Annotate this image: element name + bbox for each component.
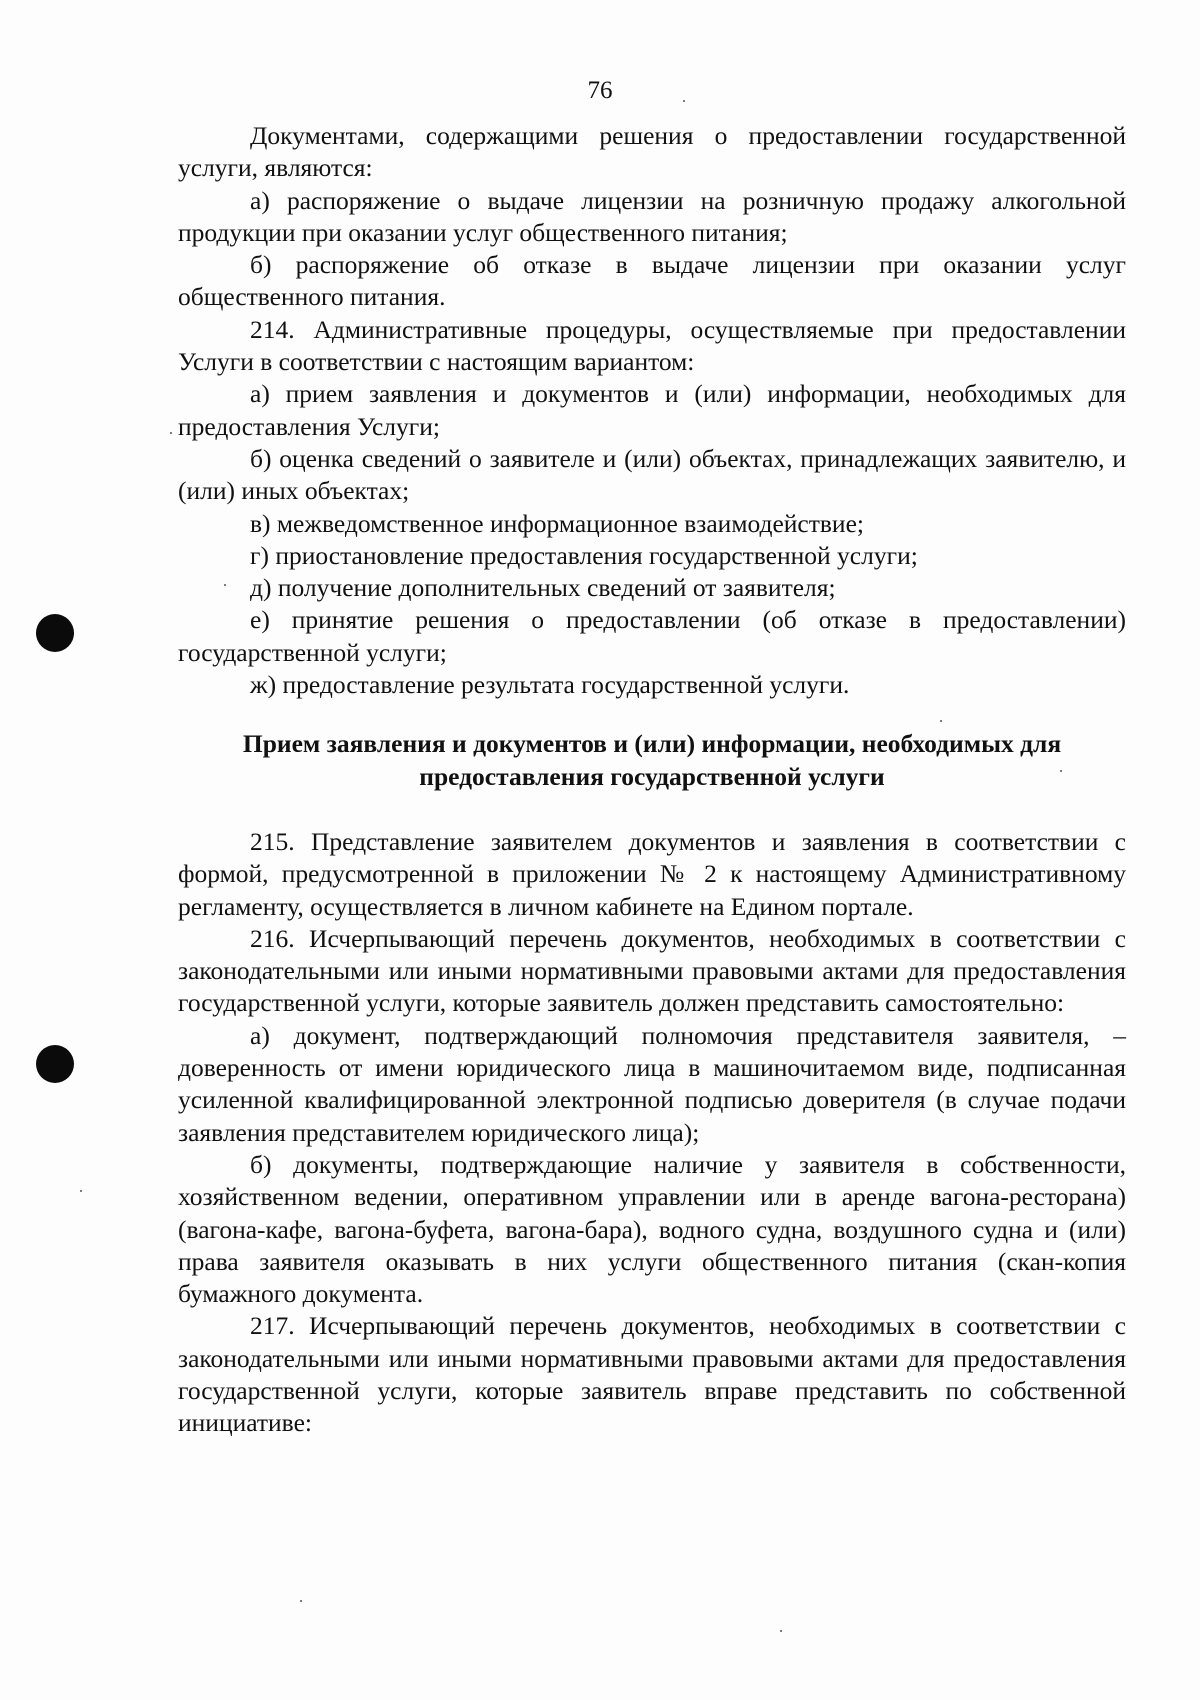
list-item: а) прием заявления и документов и (или) информации, необходимых для предоставления Услуги; [178, 379, 1126, 441]
list-item: в) межведомственное информационное взаимодействие; [250, 508, 864, 538]
scan-speck [780, 1630, 782, 1632]
paragraph: 217. Исчерпывающий перечень документов, необходимых в соответствии с законодательными или иными нормативными правовыми актами для предоставления государственной услуги, которые заявитель вправе представить по собственной инициативе: [178, 1311, 1126, 1438]
paragraph: 216. Исчерпывающий перечень документов, необходимых в соответствии с законодательными или иными нормативными правовыми актами для предоставления государственной услуги, которые заявитель должен представить самостоятельно: [178, 923, 1126, 1018]
list-item: е) принятие решения о предоставлении (об отказе в предоставлении) государственной услуги; [178, 605, 1126, 667]
punch-hole-lower [36, 1045, 74, 1083]
section-heading-line: Прием заявления и документов и (или) информации, необходимых для [242, 729, 1062, 759]
scan-speck [170, 432, 172, 434]
list-item: а) документ, подтверждающий полномочия представителя заявителя, – доверенность от имени юридического лица в машиночитаемом виде, подписанная усиленной квалифицированной электронной подписью доверителя (в случае подачи заявления представителем юридического лица); [178, 1020, 1126, 1147]
list-item: ж) предоставление результата государственной услуги. [250, 670, 850, 700]
document-body [178, 120, 1126, 1440]
list-item: а) распоряжение о выдаче лицензии на розничную продажу алкогольной продукции при оказании услуг общественного питания; [178, 185, 1126, 247]
scan-speck [300, 1600, 302, 1602]
punch-hole-upper [36, 614, 74, 652]
list-item: б) оценка сведений о заявителе и (или) объектах, принадлежащих заявителю, и (или) иных объектах; [178, 443, 1126, 506]
list-item: б) документы, подтверждающие наличие у заявителя в собственности, хозяйственном ведении, оперативном управлении или в аренде вагона-ресторана) (вагона-кафе, вагона-буфета, вагона-бара), водного судна, воздушного судна и (или) права заявителя оказывать в них услуги общественного питания (скан-копия бумажного документа. [178, 1149, 1126, 1309]
list-item: г) приостановление предоставления государственной услуги; [250, 540, 918, 570]
section-heading [178, 728, 1126, 793]
spacer [178, 701, 1126, 728]
page-number: 76 [587, 77, 613, 104]
paragraph: 215. Представление заявителем документов и заявления в соответствии с формой, предусмотренной в приложении № 2 к настоящему Административному регламенту, осуществляется в личном кабинете на Едином портале. [178, 826, 1126, 921]
list-item: б) распоряжение об отказе в выдаче лицензии при оказании услуг общественного питания. [178, 250, 1126, 312]
paragraph: Документами, содержащими решения о предоставлении государственной услуги, являются: [178, 121, 1126, 183]
paragraph: 214. Административные процедуры, осуществляемые при предоставлении Услуги в соответствии с настоящим вариантом: [178, 314, 1126, 377]
spacer [178, 793, 1126, 826]
scan-speck [80, 1190, 82, 1192]
section-heading-line: предоставления государственной услуги [419, 761, 885, 791]
list-item: д) получение дополнительных сведений от заявителя; [250, 573, 836, 603]
